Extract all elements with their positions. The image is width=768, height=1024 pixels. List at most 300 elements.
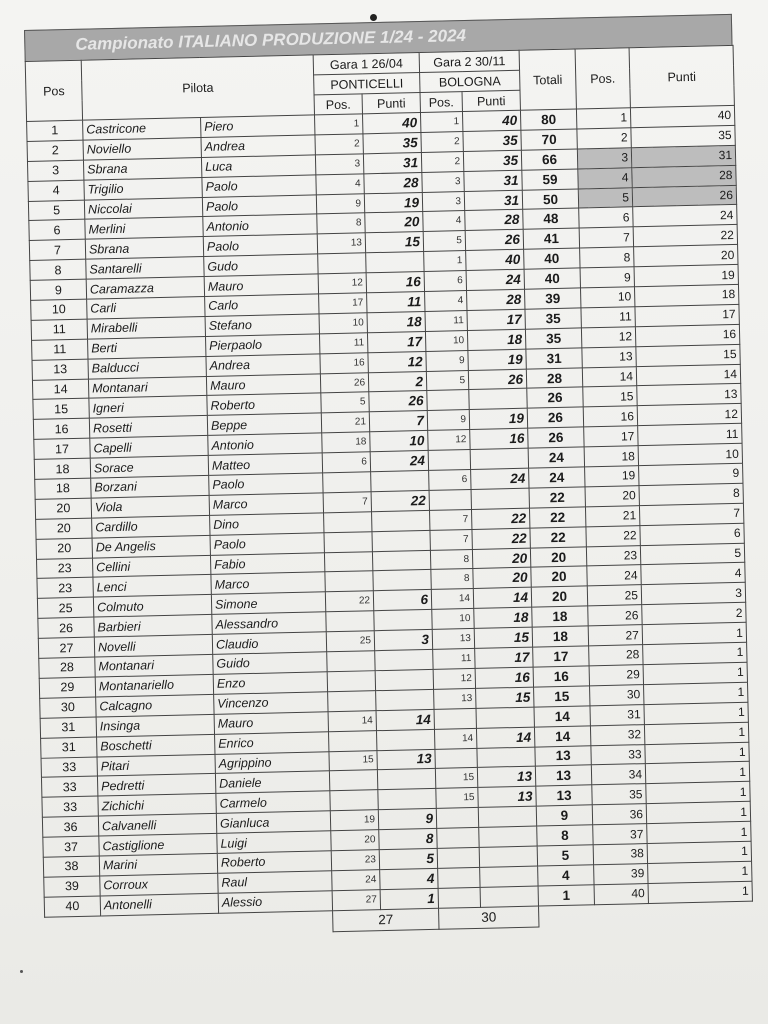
pos-cell: 8 [30, 259, 86, 280]
header-pos: Pos [25, 60, 82, 121]
gara2-punti-cell: 18 [467, 329, 525, 350]
rank-punti-cell: 13 [637, 384, 741, 406]
header-gara2: Gara 2 30/11 [419, 50, 519, 72]
surname-cell: Rosetti [89, 416, 207, 439]
pos-cell: 14 [32, 379, 88, 400]
gara2-punti-cell [469, 389, 527, 410]
rank-pos-cell: 26 [588, 605, 642, 626]
pos-cell: 7 [29, 240, 85, 261]
pos-cell: 11 [32, 339, 88, 360]
gara2-pos-cell: 9 [426, 350, 468, 371]
gara2-pos-cell [427, 390, 469, 411]
gara1-punti-cell: 9 [378, 809, 436, 830]
gara1-punti-cell [375, 649, 433, 670]
gara2-punti-cell: 22 [471, 508, 529, 529]
totali-cell: 26 [527, 407, 583, 428]
gara2-punti-cell: 13 [477, 766, 535, 787]
gara1-pos-cell: 12 [318, 273, 366, 294]
totali-cell: 1 [538, 885, 594, 906]
gara2-punti-cell [479, 846, 537, 867]
firstname-cell: Andrea [206, 354, 320, 376]
rank-punti-cell: 1 [643, 642, 747, 664]
firstname-cell: Paolo [202, 175, 316, 197]
totali-cell: 31 [526, 348, 582, 369]
gara1-pos-cell: 14 [328, 710, 376, 731]
rank-punti-cell: 1 [642, 622, 746, 644]
standings-body [27, 105, 753, 916]
gara1-pos-cell: 20 [331, 830, 379, 851]
pos-cell: 16 [33, 418, 89, 439]
totali-cell: 39 [525, 288, 581, 309]
gara1-pos-cell: 13 [317, 233, 365, 254]
gara2-punti-cell: 17 [467, 309, 525, 330]
firstname-cell: Carlo [205, 294, 319, 316]
gara2-punti-cell: 14 [473, 588, 531, 609]
gara2-pos-cell: 1 [420, 112, 462, 133]
pos-cell: 2 [27, 140, 83, 161]
surname-cell: Pitari [97, 754, 215, 777]
gara1-punti-cell [372, 550, 430, 571]
rank-punti-cell: 1 [644, 702, 748, 724]
firstname-cell: Antonio [208, 433, 322, 455]
gara2-pos-cell: 11 [433, 648, 475, 669]
pos-cell: 39 [44, 876, 100, 897]
surname-cell: Borzani [91, 475, 209, 498]
firstname-cell: Claudio [212, 632, 326, 654]
gara1-pos-cell: 9 [316, 193, 364, 214]
pos-cell: 10 [31, 299, 87, 320]
pos-cell: 1 [27, 120, 83, 141]
surname-cell: Barbieri [94, 615, 212, 638]
gara2-punti-cell: 40 [466, 249, 524, 270]
pos-cell: 30 [40, 697, 96, 718]
gara1-pos-cell [324, 531, 372, 552]
rank-punti-cell: 35 [631, 125, 735, 147]
gara2-punti-cell: 40 [462, 110, 520, 131]
gara1-punti-cell [373, 570, 431, 591]
gara1-punti-cell: 5 [379, 848, 437, 869]
firstname-cell: Raul [218, 871, 332, 893]
gara2-pos-cell: 3 [422, 191, 464, 212]
gara1-pos-cell [329, 770, 377, 791]
gara2-pos-cell [436, 808, 478, 829]
totali-cell: 50 [522, 189, 578, 210]
rank-punti-cell: 31 [631, 145, 735, 167]
rank-punti-cell: 12 [637, 404, 741, 426]
rank-pos-cell: 39 [594, 863, 648, 884]
rank-punti-cell: 22 [633, 225, 737, 247]
gara1-punti-cell [376, 729, 434, 750]
rank-pos-cell: 21 [585, 505, 639, 526]
gara2-punti-cell: 22 [472, 528, 530, 549]
gara1-pos-cell: 27 [332, 889, 380, 910]
gara2-pos-cell [437, 847, 479, 868]
rank-pos-cell: 15 [583, 386, 637, 407]
surname-cell: Montanari [88, 376, 206, 399]
standings-table [25, 45, 754, 938]
gara1-punti-cell [372, 530, 430, 551]
gara2-punti-cell [470, 448, 528, 469]
gara1-pos-cell [324, 551, 372, 572]
rank-punti-cell: 14 [636, 364, 740, 386]
rank-pos-cell: 28 [589, 645, 643, 666]
firstname-cell: Marco [211, 572, 325, 594]
surname-cell: Noviello [83, 137, 201, 160]
rank-punti-cell: 1 [644, 682, 748, 704]
rank-pos-cell: 20 [585, 486, 639, 507]
firstname-cell: Roberto [217, 851, 331, 873]
rank-punti-cell: 10 [638, 443, 742, 465]
gara2-punti-cell [479, 826, 537, 847]
firstname-cell: Dino [210, 513, 324, 535]
surname-cell: Castricone [83, 118, 201, 141]
rank-pos-cell: 35 [592, 784, 646, 805]
standings-table-wrapper [24, 14, 752, 938]
firstname-cell: Paolo [209, 473, 323, 495]
gara2-pos-cell [429, 489, 471, 510]
surname-cell: Niccolai [84, 197, 202, 220]
gara1-punti-cell [366, 252, 424, 273]
pos-cell: 18 [35, 478, 91, 499]
totali-cell: 13 [536, 785, 592, 806]
rank-pos-cell: 34 [591, 764, 645, 785]
rank-punti-cell: 17 [635, 304, 739, 326]
rank-pos-cell: 16 [583, 406, 637, 427]
surname-cell: Carli [87, 296, 205, 319]
surname-cell: Pedretti [97, 774, 215, 797]
gara2-pos-cell: 6 [429, 470, 471, 491]
gara1-punti-cell [378, 789, 436, 810]
pos-cell: 31 [41, 737, 97, 758]
gara2-pos-cell [435, 748, 477, 769]
rank-pos-cell: 33 [591, 744, 645, 765]
firstname-cell: Matteo [208, 453, 322, 475]
rank-pos-cell: 5 [578, 187, 632, 208]
pos-cell: 9 [30, 279, 86, 300]
rank-punti-cell: 5 [640, 543, 744, 565]
rank-punti-cell: 28 [632, 165, 736, 187]
gara1-punti-cell: 4 [380, 868, 438, 889]
gara1-pos-cell: 21 [321, 412, 369, 433]
firstname-cell: Luigi [217, 831, 331, 853]
gara2-pos-cell: 14 [431, 589, 473, 610]
gara1-pos-cell [323, 472, 371, 493]
surname-cell: Montanariello [95, 674, 213, 697]
firstname-cell: Agrippino [215, 751, 329, 773]
surname-cell: Berti [88, 336, 206, 359]
firstname-cell: Beppe [207, 413, 321, 435]
gara2-punti-cell: 14 [476, 727, 534, 748]
pos-cell: 20 [36, 538, 92, 559]
totali-cell: 20 [531, 566, 587, 587]
totali-cell: 40 [524, 248, 580, 269]
firstname-cell: Gudo [204, 254, 318, 276]
header-gara1: Gara 1 26/04 [313, 53, 419, 75]
gara1-punti-cell: 35 [363, 132, 421, 153]
rank-pos-cell: 3 [577, 148, 631, 169]
gara2-pos-cell: 4 [425, 291, 467, 312]
gara1-punti-cell: 18 [367, 311, 425, 332]
rank-punti-cell: 20 [634, 245, 738, 267]
rank-punti-cell: 1 [644, 722, 748, 744]
gara2-pos-cell: 10 [432, 609, 474, 630]
gara1-punti-cell: 1 [380, 888, 438, 909]
gara2-pos-cell: 12 [428, 430, 470, 451]
gara2-pos-cell: 1 [424, 251, 466, 272]
gara1-pos-cell: 2 [315, 134, 363, 155]
gara2-punti-cell: 20 [472, 548, 530, 569]
gara1-punti-cell: 2 [368, 371, 426, 392]
pos-cell: 5 [28, 200, 84, 221]
totali-cell: 8 [537, 825, 593, 846]
pos-cell: 3 [27, 160, 83, 181]
gara1-pos-cell: 25 [326, 631, 374, 652]
surname-cell: Marini [99, 853, 217, 876]
gara2-punti-cell: 26 [465, 230, 523, 251]
totali-cell: 17 [533, 646, 589, 667]
gara2-pos-cell [434, 708, 476, 729]
gara2-pos-cell: 11 [425, 310, 467, 331]
rank-punti-cell: 1 [643, 662, 747, 684]
gara2-punti-cell: 35 [463, 150, 521, 171]
gara1-pos-cell: 26 [320, 372, 368, 393]
firstname-cell: Alessandro [212, 612, 326, 634]
rank-pos-cell: 6 [579, 207, 633, 228]
pos-cell: 20 [35, 498, 91, 519]
header-totali: Totali [519, 49, 576, 110]
totali-cell: 15 [534, 686, 590, 707]
gara2-pos-cell: 3 [422, 171, 464, 192]
rank-pos-cell: 10 [581, 287, 635, 308]
surname-cell: Corroux [100, 873, 218, 896]
surname-cell: Boschetti [97, 734, 215, 757]
rank-pos-cell: 18 [584, 446, 638, 467]
gara2-pos-cell: 10 [425, 330, 467, 351]
pos-cell: 23 [37, 578, 93, 599]
gara1-punti-cell: 3 [374, 630, 432, 651]
pos-cell: 4 [28, 180, 84, 201]
gara1-pos-cell: 5 [321, 392, 369, 413]
totali-cell: 9 [536, 805, 592, 826]
gara2-punti-cell: 15 [476, 687, 534, 708]
firstname-cell: Mauro [214, 711, 328, 733]
totali-cell: 28 [526, 367, 582, 388]
gara2-punti-cell [471, 488, 529, 509]
rank-punti-cell: 1 [648, 861, 752, 883]
rank-pos-cell: 38 [593, 844, 647, 865]
gara1-pos-cell: 8 [317, 213, 365, 234]
firstname-cell: Guido [213, 652, 327, 674]
gara2-punti-cell: 20 [473, 568, 531, 589]
rank-punti-cell: 1 [647, 821, 751, 843]
gara2-punti-cell: 31 [464, 170, 522, 191]
totali-cell: 48 [523, 208, 579, 229]
gara1-punti-cell: 8 [379, 828, 437, 849]
rank-pos-cell: 14 [582, 366, 636, 387]
totali-cell: 24 [529, 467, 585, 488]
gara1-pos-cell: 3 [315, 154, 363, 175]
gara2-pos-cell: 8 [430, 549, 472, 570]
rank-pos-cell: 31 [590, 704, 644, 725]
gara1-punti-cell: 12 [368, 351, 426, 372]
pos-cell: 18 [34, 458, 90, 479]
gara1-pos-cell: 4 [316, 173, 364, 194]
gara1-punti-cell: 24 [370, 451, 428, 472]
punch-hole [370, 14, 377, 21]
gara1-pos-cell [327, 651, 375, 672]
totali-cell: 22 [530, 527, 586, 548]
rank-punti-cell: 2 [642, 603, 746, 625]
gara1-punti-cell: 13 [377, 749, 435, 770]
gara1-participants: 27 [333, 908, 439, 931]
stray-mark [20, 970, 23, 973]
header-gara1-pos: Pos. [314, 94, 362, 115]
gara1-punti-cell: 28 [364, 172, 422, 193]
gara2-punti-cell: 19 [468, 349, 526, 370]
header-pilota: Pilota [81, 55, 314, 120]
totali-cell: 22 [529, 487, 585, 508]
gara1-pos-cell [330, 790, 378, 811]
pos-cell: 29 [39, 677, 95, 698]
firstname-cell: Antonio [203, 214, 317, 236]
rank-pos-cell: 23 [586, 545, 640, 566]
rank-punti-cell: 7 [639, 503, 743, 525]
gara2-participants: 30 [439, 906, 539, 929]
rank-punti-cell: 1 [645, 742, 749, 764]
gara2-punti-cell: 31 [464, 190, 522, 211]
rank-punti-cell: 4 [641, 563, 745, 585]
rank-punti-cell: 24 [633, 205, 737, 227]
firstname-cell: Marco [209, 493, 323, 515]
rank-pos-cell: 37 [593, 824, 647, 845]
pos-cell: 13 [32, 359, 88, 380]
totali-cell: 35 [525, 308, 581, 329]
rank-punti-cell: 16 [635, 324, 739, 346]
rank-punti-cell: 18 [634, 284, 738, 306]
rank-punti-cell: 6 [640, 523, 744, 545]
totali-cell: 16 [533, 666, 589, 687]
gara2-punti-cell [477, 747, 535, 768]
totali-cell: 24 [528, 447, 584, 468]
gara2-pos-cell: 6 [424, 271, 466, 292]
gara1-punti-cell: 20 [365, 212, 423, 233]
firstname-cell: Alessio [218, 890, 332, 912]
surname-cell: Capelli [90, 436, 208, 459]
rank-pos-cell: 4 [578, 167, 632, 188]
surname-cell: Trigilio [84, 177, 202, 200]
gara2-pos-cell [437, 827, 479, 848]
gara2-pos-cell: 7 [429, 509, 471, 530]
gara1-punti-cell: 11 [367, 291, 425, 312]
header-gara2-punti: Punti [462, 90, 520, 111]
pos-cell: 20 [36, 518, 92, 539]
firstname-cell: Paolo [203, 234, 317, 256]
firstname-cell: Enzo [213, 672, 327, 694]
surname-cell: Insinga [96, 714, 214, 737]
totali-cell: 13 [535, 765, 591, 786]
gara1-pos-cell: 24 [332, 869, 380, 890]
gara1-punti-cell [377, 769, 435, 790]
gara2-punti-cell: 24 [466, 269, 524, 290]
totali-cell: 26 [528, 427, 584, 448]
rank-pos-cell: 32 [590, 724, 644, 745]
firstname-cell: Roberto [207, 393, 321, 415]
surname-cell: Cellini [92, 555, 210, 578]
rank-punti-cell: 8 [639, 483, 743, 505]
gara1-pos-cell: 17 [319, 293, 367, 314]
rank-pos-cell: 9 [580, 267, 634, 288]
rank-pos-cell: 8 [580, 247, 634, 268]
surname-cell: Viola [91, 495, 209, 518]
gara2-punti-cell [476, 707, 534, 728]
totali-cell: 14 [534, 725, 590, 746]
rank-pos-cell: 22 [586, 525, 640, 546]
gara2-punti-cell: 26 [468, 369, 526, 390]
gara1-pos-cell: 10 [319, 313, 367, 334]
firstname-cell: Fabio [210, 552, 324, 574]
pos-cell: 33 [42, 796, 98, 817]
gara1-pos-cell [328, 730, 376, 751]
firstname-cell: Stefano [205, 314, 319, 336]
totali-cell: 4 [538, 865, 594, 886]
gara2-punti-cell: 17 [475, 647, 533, 668]
rank-pos-cell: 36 [592, 804, 646, 825]
pos-cell: 25 [37, 597, 93, 618]
firstname-cell: Pierpaolo [205, 334, 319, 356]
pos-cell: 36 [42, 816, 98, 837]
rank-pos-cell: 2 [577, 128, 631, 149]
surname-cell: Sbrana [85, 237, 203, 260]
gara1-punti-cell [372, 510, 430, 531]
gara1-pos-cell: 15 [329, 750, 377, 771]
surname-cell: Colmuto [93, 595, 211, 618]
rank-pos-cell: 30 [590, 684, 644, 705]
gara2-pos-cell: 2 [421, 131, 463, 152]
gara1-punti-cell: 26 [369, 391, 427, 412]
gara2-punti-cell: 15 [474, 627, 532, 648]
pos-cell: 11 [31, 319, 87, 340]
gara1-punti-cell: 15 [365, 232, 423, 253]
firstname-cell: Daniele [215, 771, 329, 793]
firstname-cell: Simone [211, 592, 325, 614]
surname-cell: Calcagno [96, 694, 214, 717]
rank-pos-cell: 12 [581, 327, 635, 348]
totali-cell: 40 [524, 268, 580, 289]
gara1-punti-cell [375, 669, 433, 690]
firstname-cell: Andrea [201, 135, 315, 157]
totali-cell: 35 [525, 328, 581, 349]
surname-cell: Castiglione [99, 833, 217, 856]
gara1-pos-cell [326, 611, 374, 632]
rank-pos-cell: 29 [589, 665, 643, 686]
gara1-pos-cell: 19 [330, 810, 378, 831]
pos-cell: 37 [43, 836, 99, 857]
rank-pos-cell: 11 [581, 307, 635, 328]
totali-cell: 5 [537, 845, 593, 866]
pos-cell: 38 [43, 856, 99, 877]
gara2-pos-cell: 8 [431, 569, 473, 590]
gara1-punti-cell: 22 [371, 490, 429, 511]
totali-cell: 20 [531, 586, 587, 607]
totali-cell: 41 [523, 228, 579, 249]
rank-punti-cell: 1 [647, 841, 751, 863]
pos-cell: 28 [39, 657, 95, 678]
surname-cell: Lenci [93, 575, 211, 598]
gara2-punti-cell: 24 [471, 468, 529, 489]
gara1-pos-cell [324, 512, 372, 533]
totali-cell: 70 [521, 129, 577, 150]
firstname-cell: Mauro [206, 373, 320, 395]
